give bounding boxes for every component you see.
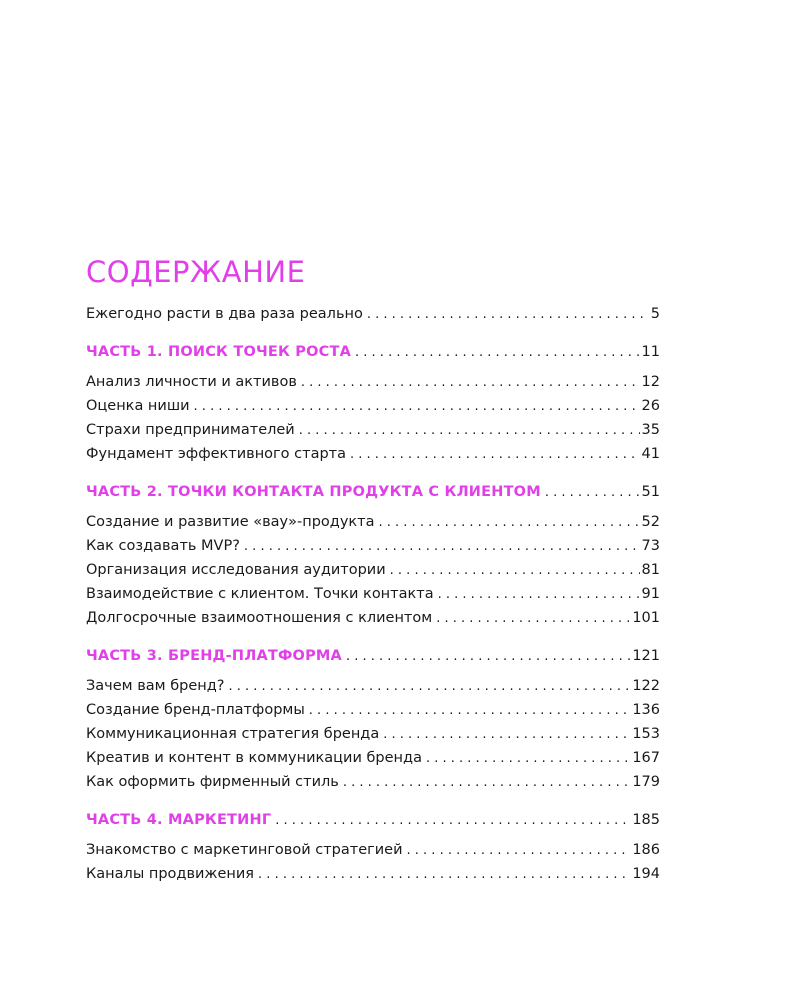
- dot-leader: [426, 747, 630, 771]
- toc-title: СОДЕРЖАНИЕ: [86, 255, 306, 289]
- toc-part-3[interactable]: [86, 644, 660, 668]
- toc-entry-label: Долгосрочные взаимоотношения с клиентом: [86, 610, 433, 626]
- toc-entry-label: Как оформить фирменный стиль: [86, 774, 339, 790]
- toc-entry-label: Каналы продвижения: [86, 866, 255, 882]
- dot-leader: [436, 607, 630, 631]
- dot-leader: [228, 675, 630, 699]
- toc-entry-page: 136: [632, 702, 660, 718]
- toc-entry-page: 91: [641, 586, 660, 602]
- toc-entry[interactable]: [86, 722, 660, 746]
- toc-part-page: 121: [632, 648, 660, 664]
- toc-entry-intro[interactable]: [86, 302, 660, 326]
- dot-leader: [301, 371, 640, 395]
- toc-part-label: ЧАСТЬ 3. БРЕНД-ПЛАТФОРМА: [86, 648, 342, 664]
- toc-entry-label: Создание бренд-платформы: [86, 702, 305, 718]
- toc-part-2[interactable]: [86, 480, 660, 504]
- toc-entry[interactable]: [86, 442, 660, 466]
- toc-part-label: ЧАСТЬ 4. МАРКЕТИНГ: [86, 812, 272, 828]
- toc-entry-page: 41: [641, 446, 660, 462]
- dot-leader: [350, 443, 640, 467]
- toc-entry[interactable]: [86, 698, 660, 722]
- toc-entry-label: Фундамент эффективного старта: [86, 446, 346, 462]
- toc-entry-label: Зачем вам бренд?: [86, 678, 225, 694]
- toc-entry-page: 26: [641, 398, 660, 414]
- dot-leader: [244, 535, 640, 559]
- dot-leader: [346, 645, 630, 669]
- toc-part-label: ЧАСТЬ 1. ПОИСК ТОЧЕК РОСТА: [86, 344, 352, 360]
- toc-entry-page: 5: [650, 306, 660, 322]
- toc-part-page: 51: [641, 484, 660, 500]
- toc-entry[interactable]: [86, 746, 660, 770]
- dot-leader: [194, 395, 640, 419]
- dot-leader: [309, 699, 631, 723]
- toc-entry-page: 81: [641, 562, 660, 578]
- toc-entry-page: 122: [632, 678, 660, 694]
- dot-leader: [343, 771, 630, 795]
- toc-entry-label: Как создавать MVP?: [86, 538, 240, 554]
- toc-entry[interactable]: [86, 558, 660, 582]
- toc-part-page: 11: [641, 344, 660, 360]
- toc-part-label: ЧАСТЬ 2. ТОЧКИ КОНТАКТА ПРОДУКТА С КЛИЕНТОМ: [86, 484, 541, 500]
- toc-entry[interactable]: [86, 606, 660, 630]
- dot-leader: [355, 341, 640, 365]
- toc-entry[interactable]: [86, 770, 660, 794]
- toc-entry-label: Взаимодействие с клиентом. Точки контакта: [86, 586, 434, 602]
- toc-entry-page: 35: [641, 422, 660, 438]
- toc-entry-label: Коммуникационная стратегия бренда: [86, 726, 380, 742]
- toc-entry-label: Анализ личности и активов: [86, 374, 297, 390]
- toc-entry-page: 101: [632, 610, 660, 626]
- toc-entry-page: 194: [632, 866, 660, 882]
- toc-entry-label: Креатив и контент в коммуникации бренда: [86, 750, 422, 766]
- table-of-contents: [86, 252, 660, 886]
- toc-entry-label: Знакомство с маркетинговой стратегией: [86, 842, 403, 858]
- toc-entry[interactable]: [86, 674, 660, 698]
- dot-leader: [275, 809, 630, 833]
- toc-part-4[interactable]: [86, 808, 660, 832]
- toc-entry-page: 52: [641, 514, 660, 530]
- toc-entry-page: 73: [641, 538, 660, 554]
- dot-leader: [407, 839, 631, 863]
- toc-entry[interactable]: [86, 394, 660, 418]
- dot-leader: [299, 419, 640, 443]
- toc-entry[interactable]: [86, 534, 660, 558]
- toc-entry[interactable]: [86, 862, 660, 886]
- dot-leader: [383, 723, 630, 747]
- dot-leader: [390, 559, 640, 583]
- toc-entry-page: 153: [632, 726, 660, 742]
- toc-entry-label: Оценка ниши: [86, 398, 190, 414]
- toc-entry[interactable]: [86, 418, 660, 442]
- toc-entry-page: 12: [641, 374, 660, 390]
- toc-entry-page: 186: [632, 842, 660, 858]
- toc-entry-label: Организация исследования аудитории: [86, 562, 386, 578]
- toc-part-1[interactable]: [86, 340, 660, 364]
- toc-entry-page: 179: [632, 774, 660, 790]
- toc-entry[interactable]: [86, 370, 660, 394]
- toc-entry[interactable]: [86, 510, 660, 534]
- toc-entry[interactable]: [86, 838, 660, 862]
- toc-part-page: 185: [632, 812, 660, 828]
- dot-leader: [438, 583, 640, 607]
- toc-entry-label: Страхи предпринимателей: [86, 422, 295, 438]
- dot-leader: [258, 863, 630, 887]
- toc-entry-page: 167: [632, 750, 660, 766]
- dot-leader: [545, 481, 640, 505]
- toc-entry-label: Создание и развитие «вау»-продукта: [86, 514, 375, 530]
- dot-leader: [379, 511, 640, 535]
- toc-entry[interactable]: [86, 582, 660, 606]
- dot-leader: [367, 303, 649, 327]
- toc-entry-label: Ежегодно расти в два раза реально: [86, 306, 363, 322]
